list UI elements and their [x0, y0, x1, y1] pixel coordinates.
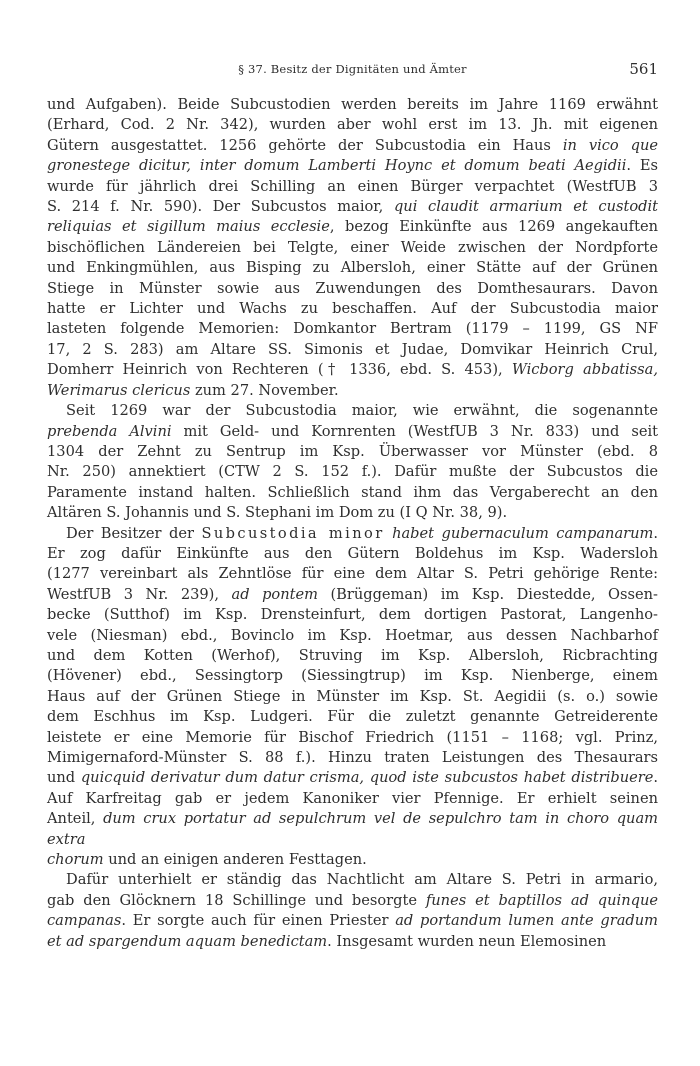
text-line [47, 870, 658, 890]
text-run: Seit 1269 war der Subcustodia maior, wie erwähnt, die sogenannte [66, 402, 658, 420]
text-line [47, 156, 658, 176]
latin-quote: funes et baptillos ad quinque [425, 891, 658, 909]
text-line [47, 299, 658, 319]
page-number: 561 [629, 60, 658, 78]
text-run: Domherr Heinrich von Rechteren († 1336, ebd. S. 453), [47, 361, 512, 379]
latin-quote: ad portandum lumen ante gradum [395, 912, 658, 930]
text-run: . Er sorgte auch für einen Priester [121, 912, 396, 930]
latin-quote: Werimarus clericus [47, 381, 191, 399]
text-line [47, 911, 658, 931]
text-run: Gütern ausgestattet. 1256 gehörte der Subcustodia ein Haus [47, 136, 563, 154]
text-run: . [653, 524, 658, 542]
paragraph [47, 401, 658, 523]
text-line [47, 891, 658, 911]
text-run: dem Eschhus im Ksp. Ludgeri. Für die zuletzt genannte Getreiderente [47, 708, 658, 726]
text-line [47, 524, 658, 544]
text-run: (Hövener) ebd., Sessingtorp (Siessingtrup) im Ksp. Nienberge, einem [47, 667, 658, 685]
text-line [47, 626, 658, 646]
text-run: bischöflichen Ländereien bei Telgte, einer Weide zwischen der Nordpforte [47, 238, 658, 256]
latin-quote: chorum [47, 851, 104, 869]
paragraph [47, 870, 658, 952]
latin-quote: quicquid derivatur dum datur crisma, quod iste subcustos habet distribuere [80, 769, 654, 787]
text-run: lasteten folgende Memorien: Domkantor Bertram (1179 – 1199, GS NF [47, 320, 658, 338]
text-line [47, 585, 658, 605]
text-line [47, 605, 658, 625]
text-line [47, 422, 658, 442]
text-run: . Es [626, 157, 658, 175]
paragraph [47, 524, 658, 871]
text-line [47, 360, 658, 380]
text-line [47, 707, 658, 727]
text-run: und dem Kotten (Werhof), Struving im Ksp. Albersloh, Ricbrachting [47, 646, 658, 664]
text-run: (1277 vereinbart als Zehntlöse für eine dem Altar S. Petri gehörige Rente: [47, 565, 658, 583]
text-run: und Aufgaben). Beide Subcustodien werden bereits im Jahre 1169 erwähnt [47, 96, 658, 113]
latin-quote: gronestege dicitur, inter domum Lamberti Hoync et domum beati Aegidii [47, 157, 627, 175]
text-line [47, 115, 658, 135]
latin-quote: prebenda Alvini [47, 422, 172, 440]
text-run: Auf Karfreitag gab er jedem Kanoniker vier Pfennige. Er erhielt seinen [47, 789, 658, 807]
text-run: (Brüggeman) im Ksp. Diestedde, Ossen- [317, 585, 658, 603]
text-run: S. 214 f. Nr. 590). Der Subcustos maior, [47, 198, 394, 216]
text-run: , bezog Einkünfte aus 1269 angekauften [329, 218, 658, 236]
text-run: hatte er Lichter und Wachs zu beschaffen. Auf der Subcustodia maior [47, 300, 658, 318]
text-line [47, 238, 658, 258]
text-line [47, 850, 658, 870]
text-run: Stiege in Münster sowie aus Zuwendungen des Domthesaurars. Davon [47, 279, 658, 297]
running-title: § 37. Besitz der Dignitäten und Ämter [238, 62, 467, 76]
latin-quote: ad pontem [231, 585, 318, 603]
text-line [47, 95, 658, 115]
text-line [47, 503, 658, 523]
text-run: zum 27. November. [190, 381, 339, 399]
text-run: . Insgesamt wurden neun Elemosinen [327, 932, 607, 950]
text-line [47, 687, 658, 707]
text-run: Dafür unterhielt er ständig das Nachtlicht am Altare S. Petri in armario, [66, 871, 658, 889]
text-run: Er zog dafür Einkünfte aus den Gütern Boldehus im Ksp. Wadersloh [47, 544, 658, 562]
text-run: Paramente instand halten. Schließlich stand ihm das Vergaberecht an den [47, 483, 658, 501]
latin-quote: qui claudit armarium et custodit [393, 198, 658, 216]
text-run: mit Geld- und Kornrenten (WestfUB 3 Nr. 833) und seit [171, 422, 658, 440]
text-line [47, 177, 658, 197]
text-line [47, 564, 658, 584]
text-run: Mimigernaford-Münster S. 88 f.). Hinzu traten Leistungen des Thesaurars [47, 749, 658, 766]
text-run: vele (Niesman) ebd., Bovinclo im Ksp. Hoetmar, aus dessen Nachbarhof [47, 626, 658, 644]
text-line [47, 544, 658, 564]
text-run: und an einigen anderen Festtagen. [103, 851, 367, 869]
text-run: Nr. 250) annektiert (CTW 2 S. 152 f.). Dafür mußte der Subcustos die [47, 463, 658, 481]
body-text [47, 95, 658, 952]
text-run: . [653, 769, 658, 787]
emphasized-term: Subcustodia minor [201, 524, 385, 542]
text-line [47, 217, 658, 237]
text-line [47, 442, 658, 462]
text-run: 1304 der Zehnt zu Sentrup im Ksp. Überwasser vor Münster (ebd. 8 [47, 442, 658, 460]
text-line [47, 197, 658, 217]
text-line [47, 768, 658, 788]
text-line [47, 666, 658, 686]
latin-quote: dum crux portatur ad sepulchrum vel de sepulchro tam in choro quam extra [47, 810, 658, 848]
text-run: Anteil, [47, 810, 104, 828]
text-line [47, 809, 658, 850]
text-run: WestfUB 3 Nr. 239), [47, 585, 232, 603]
text-line [47, 340, 658, 360]
text-run [385, 525, 393, 542]
text-run: (Erhard, Cod. 2 Nr. 342), wurden aber wohl erst im 13. Jh. mit eigenen [47, 116, 658, 134]
text-line [47, 462, 658, 482]
text-line [47, 258, 658, 278]
text-run: und [47, 769, 81, 787]
latin-quote: reliquias et sigillum maius ecclesie [47, 218, 330, 236]
text-run: leistete er eine Memorie für Bischof Friedrich (1151 – 1168; vgl. Prinz, [47, 728, 658, 746]
text-run: gab den Glöcknern 18 Schillinge und besorgte [47, 891, 426, 909]
text-line [47, 789, 658, 809]
running-header [47, 60, 658, 82]
latin-quote: habet gubernaculum campanarum [392, 524, 654, 542]
latin-quote: et ad spargendum aquam benedictam [47, 932, 328, 950]
latin-quote: in vico que [562, 136, 659, 154]
text-line [47, 748, 658, 768]
text-line [47, 728, 658, 748]
text-line [47, 381, 658, 401]
text-run: und Enkingmühlen, aus Bisping zu Albersloh, einer Stätte auf der Grünen [47, 259, 658, 277]
text-run: 17, 2 S. 283) am Altare SS. Simonis et Judae, Domvikar Heinrich Crul, [47, 340, 658, 358]
text-run: wurde für jährlich drei Schilling an einen Bürger verpachtet (WestfUB 3 [47, 177, 658, 195]
paragraph [47, 95, 658, 401]
text-run: Haus auf der Grünen Stiege in Münster im Ksp. St. Aegidii (s. o.) sowie [47, 687, 658, 705]
text-run: Altären S. Johannis und S. Stephani im Dom zu (I Q Nr. 38, 9). [47, 504, 508, 522]
latin-quote: Wicborg abbatissa, [511, 361, 658, 379]
latin-quote: campanas [47, 912, 122, 930]
text-line [47, 136, 658, 156]
text-line [47, 319, 658, 339]
text-line [47, 279, 658, 299]
text-run: Der Besitzer der [66, 524, 202, 542]
text-line [47, 483, 658, 503]
text-line [47, 646, 658, 666]
text-line [47, 401, 658, 421]
text-run: becke (Sutthof) im Ksp. Drensteinfurt, dem dortigen Pastorat, Langenho- [47, 606, 658, 624]
text-line [47, 932, 658, 952]
